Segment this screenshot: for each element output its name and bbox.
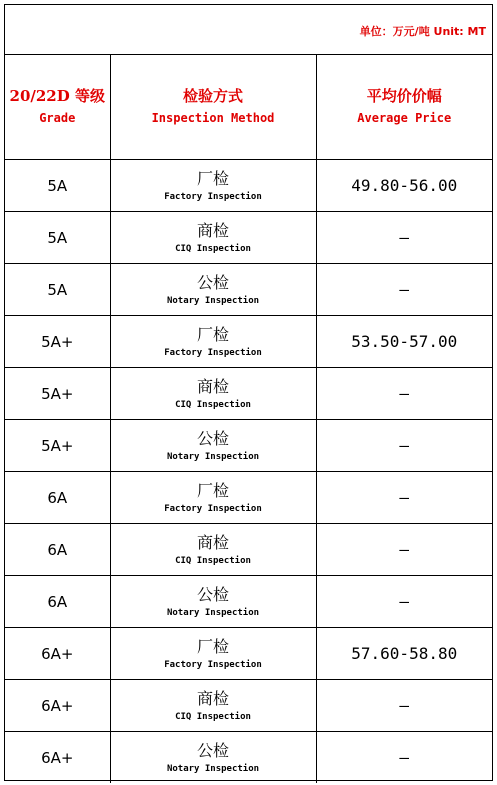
table-row: [5, 316, 492, 368]
table-row: [5, 524, 492, 576]
grade-cell: 6A: [5, 472, 110, 524]
table-row: [5, 420, 492, 472]
grade-header-en: Grade: [39, 111, 76, 125]
price-cell: 49.80-56.00: [316, 160, 492, 212]
method-en: Factory Inspection: [164, 659, 262, 670]
method-en: Factory Inspection: [164, 503, 262, 514]
price-table: [5, 55, 492, 783]
method-cn: 厂检: [196, 168, 229, 188]
grade-cell: 5A+: [5, 368, 110, 420]
method-header-cn: 检验方式: [182, 87, 243, 105]
grade-cell: 6A+: [5, 628, 110, 680]
method-cn: 公检: [196, 740, 229, 760]
grade-cell: 6A+: [5, 680, 110, 732]
method-en: Notary Inspection: [166, 763, 260, 774]
table-row: [5, 628, 492, 680]
method-cn: 公检: [196, 272, 229, 292]
table-row: [5, 160, 492, 212]
method-en: Notary Inspection: [166, 295, 260, 306]
method-cell: [110, 732, 316, 784]
method-cn: 商检: [196, 532, 229, 552]
price-cell: 53.50-57.00: [316, 316, 492, 368]
price-cell: –: [316, 472, 492, 524]
price-cell: –: [316, 212, 492, 264]
price-cell: –: [316, 420, 492, 472]
table-row: [5, 732, 492, 784]
method-en: Notary Inspection: [166, 607, 260, 618]
method-cn: 公检: [196, 584, 229, 604]
method-cell: [110, 680, 316, 732]
method-cell: [110, 264, 316, 316]
method-cn: 商检: [196, 376, 229, 396]
grade-cell: 6A+: [5, 732, 110, 784]
price-cell: –: [316, 264, 492, 316]
method-cell: [110, 212, 316, 264]
method-cn: 厂检: [196, 480, 229, 500]
method-header: [110, 55, 316, 160]
grade-header: [5, 55, 110, 160]
price-header-cn: 平均价价幅: [366, 87, 442, 105]
price-cell: –: [316, 368, 492, 420]
method-cell: [110, 576, 316, 628]
method-cn: 公检: [196, 428, 229, 448]
grade-cell: 5A+: [5, 316, 110, 368]
price-cell: –: [316, 732, 492, 784]
table-row: [5, 472, 492, 524]
method-en: Notary Inspection: [166, 451, 260, 462]
price-header: [316, 55, 492, 160]
method-en: CIQ Inspection: [175, 243, 251, 254]
method-cell: [110, 524, 316, 576]
method-cell: [110, 368, 316, 420]
unit-row: [5, 5, 492, 55]
method-cn: 厂检: [196, 324, 229, 344]
price-cell: –: [316, 524, 492, 576]
method-cell: [110, 628, 316, 680]
table-row: [5, 576, 492, 628]
method-en: Factory Inspection: [164, 347, 262, 358]
method-en: Factory Inspection: [164, 191, 262, 202]
method-en: CIQ Inspection: [175, 399, 251, 410]
table-row: [5, 212, 492, 264]
grade-cell: 5A: [5, 160, 110, 212]
header-row: [5, 55, 492, 160]
grade-cell: 5A: [5, 212, 110, 264]
grade-cell: 6A: [5, 524, 110, 576]
unit-label: 单位：万元/吨 Unit: MT: [359, 25, 486, 38]
method-cn: 商检: [196, 220, 229, 240]
grade-header-cn: 20/22D 等级: [9, 87, 105, 105]
method-cn: 厂检: [196, 636, 229, 656]
grade-cell: 6A: [5, 576, 110, 628]
price-table-frame: [4, 4, 493, 781]
price-cell: –: [316, 576, 492, 628]
method-cell: [110, 316, 316, 368]
method-cell: [110, 160, 316, 212]
grade-cell: 5A: [5, 264, 110, 316]
table-row: [5, 680, 492, 732]
price-header-en: Average Price: [357, 111, 452, 125]
method-en: CIQ Inspection: [175, 555, 251, 566]
table-row: [5, 264, 492, 316]
method-header-en: Inspection Method: [151, 111, 275, 125]
price-cell: –: [316, 680, 492, 732]
table-row: [5, 368, 492, 420]
price-cell: 57.60-58.80: [316, 628, 492, 680]
method-cell: [110, 420, 316, 472]
method-cn: 商检: [196, 688, 229, 708]
method-en: CIQ Inspection: [175, 711, 251, 722]
grade-cell: 5A+: [5, 420, 110, 472]
method-cell: [110, 472, 316, 524]
